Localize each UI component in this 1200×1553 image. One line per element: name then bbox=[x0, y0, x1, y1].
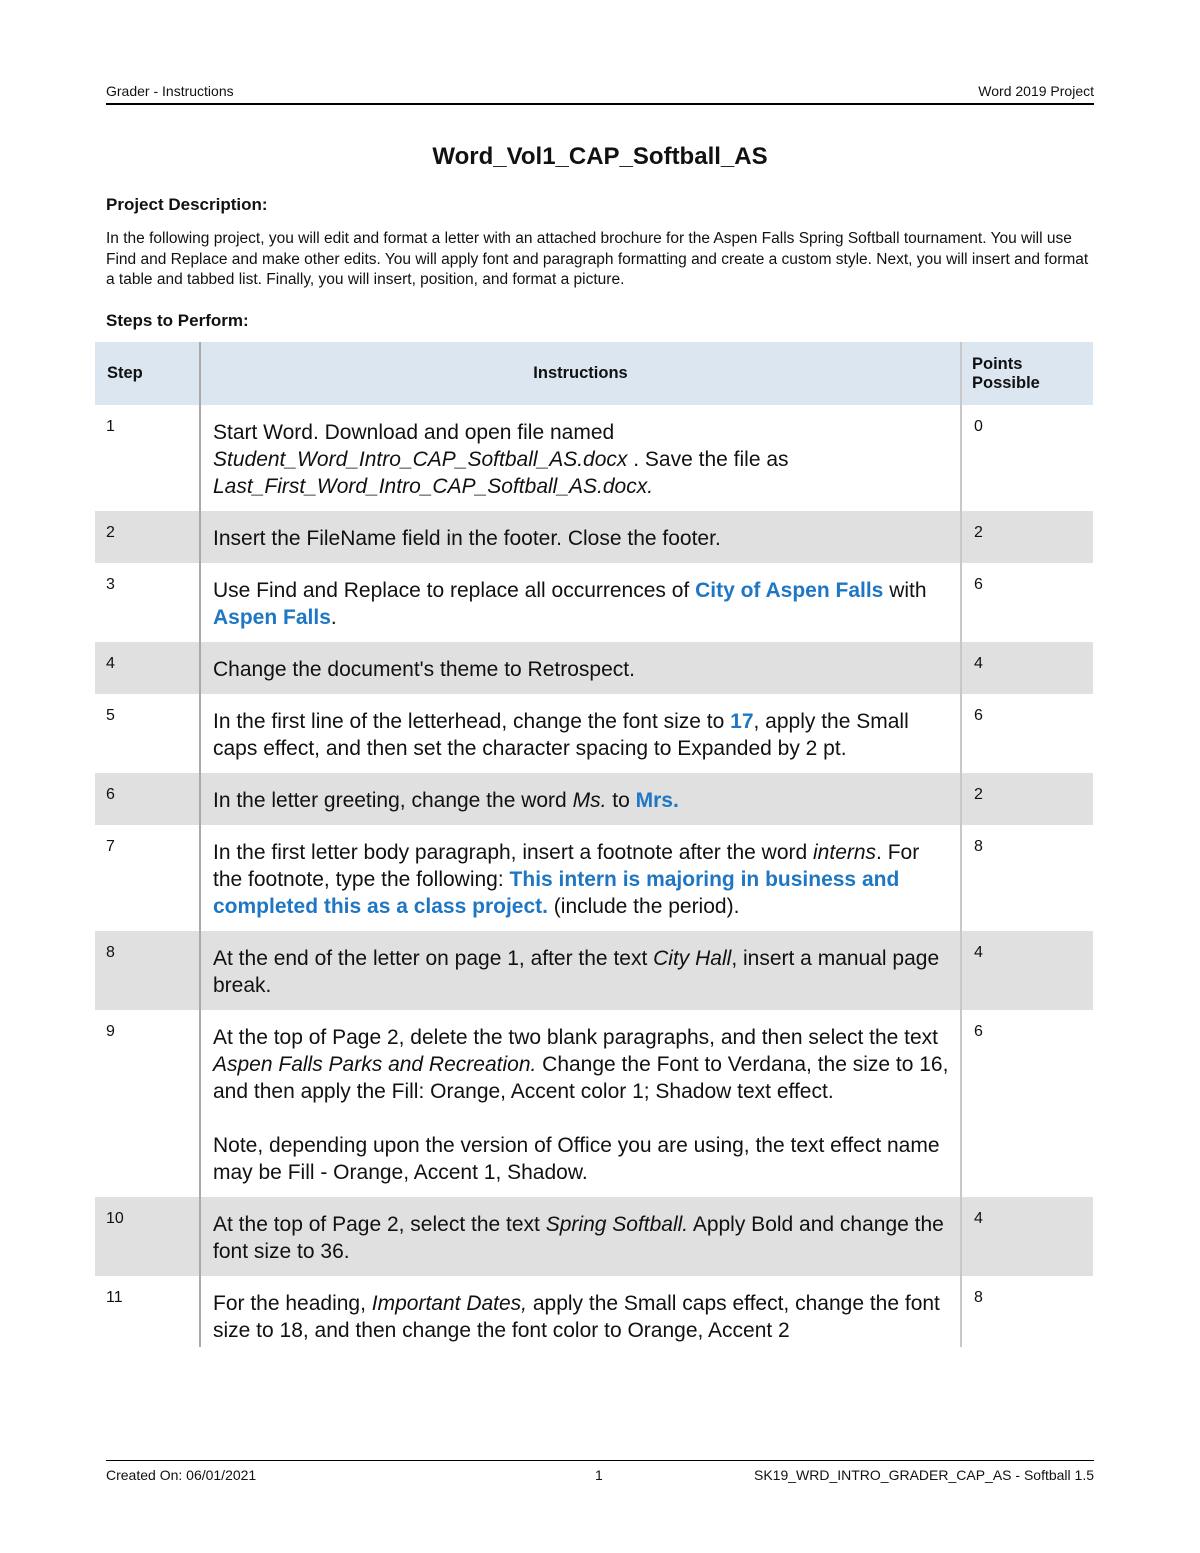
table-row bbox=[95, 511, 1093, 563]
italic-reference-text: Aspen Falls Parks and Recreation. bbox=[213, 1053, 537, 1076]
points-cell: 8 bbox=[974, 1289, 983, 1306]
table-row bbox=[95, 931, 1093, 1010]
footer-created-on: Created On: 06/01/2021 bbox=[106, 1467, 257, 1483]
project-description-heading: Project Description: bbox=[106, 195, 268, 214]
table-row bbox=[95, 773, 1093, 825]
instruction-text: For the heading, bbox=[213, 1292, 372, 1315]
italic-reference-text: City Hall bbox=[653, 947, 732, 970]
instruction-text: In the letter greeting, change the word bbox=[213, 789, 573, 812]
instruction-text: Apply Bold and change the font size to 36. bbox=[213, 1213, 944, 1263]
table-row bbox=[95, 405, 1093, 511]
italic-reference-text: Important Dates, bbox=[371, 1292, 528, 1315]
instruction-text: , apply the Small caps effect, and then set the character spacing to Expanded by 2 pt. bbox=[213, 710, 909, 760]
instruction-cell bbox=[200, 405, 961, 511]
instruction-cell bbox=[200, 1010, 961, 1197]
points-cell: 6 bbox=[974, 576, 983, 593]
instruction-text: . Save the file as bbox=[627, 448, 789, 471]
step-number-cell: 7 bbox=[106, 838, 115, 855]
points-cell: 8 bbox=[974, 838, 983, 855]
table-row bbox=[95, 1276, 1093, 1347]
instruction-text: . For the footnote, type the following: bbox=[213, 841, 920, 891]
italic-reference-text: interns bbox=[813, 841, 877, 864]
instruction-text: Change the document's theme to Retrospect. bbox=[213, 658, 635, 681]
footer-file-code: SK19_WRD_INTRO_GRADER_CAP_AS - Softball 1.5 bbox=[753, 1467, 1094, 1483]
instruction-text: Use Find and Replace to replace all occurrences of bbox=[213, 579, 696, 602]
points-cell: 6 bbox=[974, 1023, 983, 1040]
table-row bbox=[95, 642, 1093, 694]
header-left: Grader - Instructions bbox=[106, 83, 234, 99]
paragraph-gap bbox=[213, 1105, 950, 1132]
project-description-text: In the following project, you will edit and format a letter with an attached brochure for the Aspen Falls Spring Softball tournament. You will use Find and Replace and make other edits. You will apply font and paragraph formatting and create a custom style. Next, you will insert and format a table and tabbed list. Finally, you will insert, position, and format a picture. bbox=[106, 230, 1089, 288]
points-cell: 0 bbox=[974, 418, 983, 435]
step-number-cell: 1 bbox=[106, 418, 115, 435]
step-number-cell: 6 bbox=[95, 773, 200, 825]
table-header-row bbox=[95, 342, 1093, 405]
step-number-cell: 11 bbox=[106, 1289, 123, 1306]
instruction-text: to bbox=[606, 789, 636, 812]
page-footer bbox=[106, 1460, 1094, 1487]
instruction-cell bbox=[200, 511, 961, 563]
step-number-cell: 8 bbox=[95, 931, 200, 1010]
table-row bbox=[95, 825, 1093, 931]
step-number-cell: 2 bbox=[95, 511, 200, 563]
footer-page-number: 1 bbox=[595, 1467, 603, 1483]
steps-table-body bbox=[95, 405, 1093, 1347]
instruction-text: Change the Font to Verdana, the size to 16, and then apply the Fill: Orange, Accent color 1; Shadow text effect. bbox=[213, 1053, 949, 1103]
instruction-text: At the top of Page 2, select the text bbox=[213, 1213, 546, 1236]
points-cell: 2 bbox=[961, 773, 1093, 825]
step-number-cell: 10 bbox=[95, 1197, 200, 1276]
highlighted-value-text: 17 bbox=[730, 710, 754, 733]
italic-reference-text: Student_Word_Intro_CAP_Softball_AS.docx bbox=[213, 448, 628, 471]
instruction-text: (include the period). bbox=[547, 895, 740, 918]
page-header bbox=[106, 83, 1094, 105]
instruction-text: with bbox=[883, 579, 927, 602]
instruction-cell bbox=[200, 931, 961, 1010]
points-cell: 4 bbox=[961, 931, 1093, 1010]
instruction-cell bbox=[200, 642, 961, 694]
italic-reference-text: Last_First_Word_Intro_CAP_Softball_AS.docx. bbox=[213, 475, 654, 498]
points-cell: 2 bbox=[961, 511, 1093, 563]
highlighted-value-text: Mrs. bbox=[635, 789, 679, 812]
instruction-cell bbox=[200, 563, 961, 642]
column-header-step: Step bbox=[95, 342, 200, 405]
instruction-text: Insert the FileName field in the footer. Close the footer. bbox=[213, 527, 721, 550]
step-number-cell: 5 bbox=[106, 707, 115, 724]
points-cell: 4 bbox=[961, 1197, 1093, 1276]
highlighted-value-text: City of Aspen Falls bbox=[695, 579, 884, 602]
instruction-cell bbox=[200, 694, 961, 773]
highlighted-value-text: This intern is majoring in business and completed this as a class project. bbox=[213, 868, 900, 918]
table-row bbox=[95, 563, 1093, 642]
highlighted-value-text: Aspen Falls bbox=[213, 606, 331, 629]
instruction-text: . bbox=[330, 606, 337, 629]
step-number-cell: 9 bbox=[106, 1023, 115, 1040]
instruction-text: In the first line of the letterhead, change the font size to bbox=[213, 710, 731, 733]
table-row bbox=[95, 1197, 1093, 1276]
instruction-text: apply the Small caps effect, change the font size to 18, and then change the font color to Orange, Accent 2 bbox=[213, 1292, 940, 1342]
instruction-text: Start Word. Download and open file named bbox=[213, 421, 615, 444]
instruction-cell bbox=[200, 825, 961, 931]
step-number-cell: 3 bbox=[106, 576, 115, 593]
table-row bbox=[95, 694, 1093, 773]
instruction-text: At the end of the letter on page 1, after the text bbox=[213, 947, 654, 970]
header-right: Word 2019 Project bbox=[978, 83, 1094, 99]
instruction-cell bbox=[200, 773, 961, 825]
table-row bbox=[95, 1010, 1093, 1197]
document-title: Word_Vol1_CAP_Softball_AS bbox=[432, 143, 768, 170]
instruction-text: Note, depending upon the version of Office you are using, the text effect name may be Fill - Orange, Accent 1, Shadow. bbox=[213, 1134, 940, 1184]
italic-reference-text: Spring Softball. bbox=[545, 1213, 689, 1236]
steps-heading: Steps to Perform: bbox=[106, 311, 249, 330]
column-header-instructions: Instructions bbox=[200, 342, 961, 405]
instruction-text: At the top of Page 2, delete the two blank paragraphs, and then select the text bbox=[213, 1026, 938, 1049]
instruction-cell bbox=[200, 1276, 961, 1347]
instruction-cell bbox=[200, 1197, 961, 1276]
points-cell: 6 bbox=[974, 707, 983, 724]
steps-table bbox=[95, 342, 1093, 1347]
column-header-points: Points Possible bbox=[961, 342, 1093, 405]
points-cell: 4 bbox=[961, 642, 1093, 694]
instruction-text: In the first letter body paragraph, insert a footnote after the word bbox=[213, 841, 814, 864]
instruction-text: , insert a manual page break. bbox=[213, 947, 940, 997]
step-number-cell: 4 bbox=[95, 642, 200, 694]
italic-reference-text: Ms. bbox=[572, 789, 607, 812]
